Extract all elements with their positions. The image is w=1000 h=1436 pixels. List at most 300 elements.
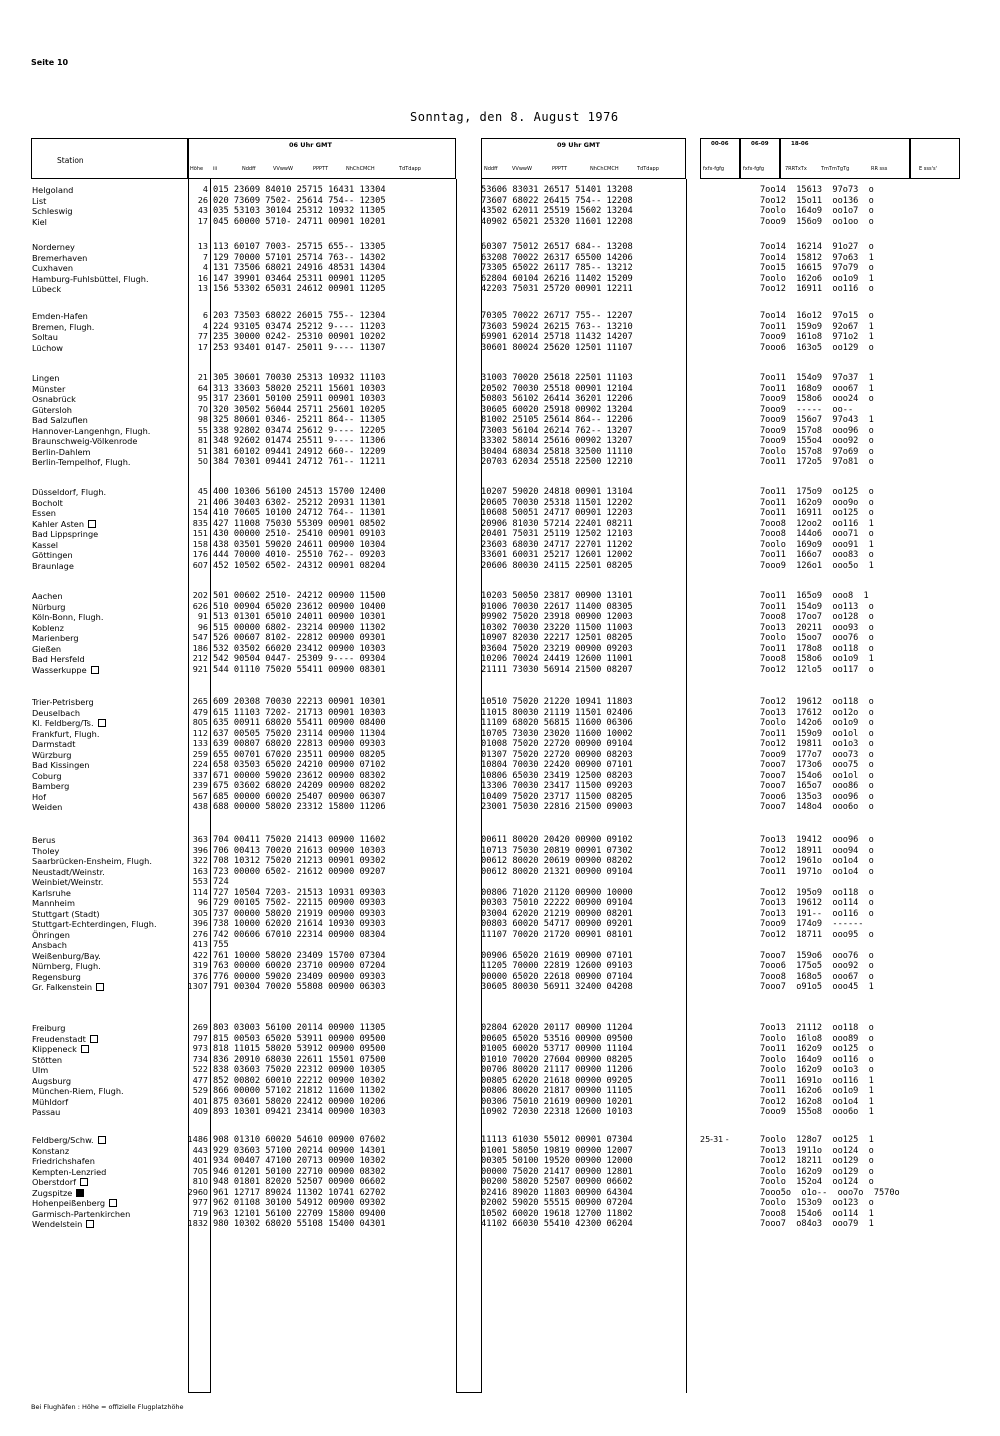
station-height: 973 <box>192 1044 208 1053</box>
extra-row: 7oo11 162o9 oo125 o <box>760 1044 874 1054</box>
extra-row: 7oolo 128o7 oo125 1 <box>760 1135 874 1145</box>
station-name: Münster <box>32 383 66 394</box>
mountain-station-marker <box>98 1136 106 1144</box>
station-height: 805 <box>192 718 208 727</box>
station-height: 269 <box>192 1023 208 1032</box>
station-name: Lüchow <box>32 342 64 353</box>
station-name: Stuttgart (Stadt) <box>32 908 100 919</box>
extra-row: 7oo11 166o7 ooo83 o <box>760 550 874 560</box>
obs-09-row: 02416 89020 11803 00900 64304 <box>481 1187 633 1198</box>
station-height: 21 <box>197 497 208 507</box>
obs-06-row: 738 10000 62020 21614 10930 09303 <box>213 919 386 929</box>
obs-09-utc <box>481 373 633 468</box>
station-name: Öhringen <box>32 929 70 940</box>
footnote: Bei Flughäfen : Höhe = offizielle Flugplatzhöhe <box>31 1403 184 1411</box>
obs-09-row: 30605 80030 56911 32400 04208 <box>481 982 633 992</box>
station-height: 17 <box>197 342 208 352</box>
station-height: 16 <box>197 273 208 283</box>
station-height: 522 <box>192 1065 208 1074</box>
obs-06-row: 763 00000 60020 23710 00900 07204 <box>213 961 386 971</box>
station-height: 401 <box>192 1156 208 1165</box>
obs-06-utc <box>213 835 386 993</box>
obs-09-row: 10804 70030 22420 00900 07101 <box>481 760 633 770</box>
obs-09-row: 11015 80030 21119 11501 02406 <box>481 707 633 718</box>
obs-06-row: 803 03003 56100 20114 00900 11305 <box>213 1023 386 1033</box>
station-height: 1486 <box>187 1135 208 1144</box>
obs-09-row: 10608 50051 24717 00901 12203 <box>481 508 633 518</box>
station-name: Frankfurt, Flugh. <box>32 728 100 739</box>
obs-06-row: 348 92602 01474 25511 9---- 11306 <box>213 436 386 446</box>
extra-row: 7oo13 21112 oo118 o <box>760 1023 874 1033</box>
obs-09-row: 62804 60104 26216 11402 15209 <box>481 273 633 284</box>
station-height: 81 <box>197 436 208 445</box>
station-height: 4 <box>202 185 208 194</box>
station-height: 835 <box>192 518 208 528</box>
station-name: Karlsruhe <box>32 887 71 898</box>
group-09-header: 09 Uhr GMT <box>557 141 600 149</box>
station-name: Freiburg <box>32 1023 66 1033</box>
extra-row: 7ooo9 ----- oo-- <box>760 404 854 415</box>
extra-row: 7oo12 18911 ooo94 o <box>760 845 874 856</box>
station-height: 337 <box>192 770 208 780</box>
station-height: 154 <box>192 508 208 517</box>
obs-09-row: 01005 60020 53717 00900 11104 <box>481 1044 633 1054</box>
group-06-box <box>188 138 456 179</box>
extra-values <box>760 185 874 227</box>
station-height: 70 <box>197 404 208 414</box>
nddff-header-09: Nddff <box>484 166 498 172</box>
obs-09-row: 00612 80020 20619 00900 08202 <box>481 856 633 866</box>
obs-06-row: 671 00000 59020 23612 00900 08302 <box>213 770 386 781</box>
obs-09-row: 10806 65030 23419 12500 08203 <box>481 770 633 781</box>
station-name: Würzburg <box>32 749 72 760</box>
obs-06-row: 609 20308 70030 22213 00901 10301 <box>213 697 386 707</box>
extra-row: 7ooo9 156o9 oo1oo o <box>760 216 874 227</box>
obs-06-row: 406 30403 6302- 25212 20931 11301 <box>213 497 386 508</box>
obs-06-utc <box>213 185 386 227</box>
extra-row: 7oolo 164o9 oo116 o <box>760 1054 874 1065</box>
station-name: Saarbrücken-Ensheim, Flugh. <box>32 856 152 866</box>
obs-06-utc <box>213 373 386 468</box>
obs-09-row <box>481 940 633 951</box>
td-header-09: TdTdapp <box>637 166 659 172</box>
obs-06-row: 658 03503 65020 24210 00900 07102 <box>213 760 386 770</box>
obs-06-row: 980 10302 68020 55108 15400 04301 <box>213 1219 386 1229</box>
obs-09-row: 00612 80020 21321 00900 09104 <box>481 866 633 877</box>
obs-06-row: 224 93105 03474 25212 9---- 11203 <box>213 321 386 332</box>
station-name: Weiden <box>32 802 63 812</box>
mountain-station-marker <box>86 1220 94 1228</box>
obs-09-row: 01001 58050 19819 00900 12007 <box>481 1145 633 1156</box>
extra-row: 7oo11 162o9 ooo9o o <box>760 497 874 508</box>
station-name: Mannheim <box>32 898 75 908</box>
page-title: Sonntag, den 8. August 1976 <box>410 110 619 124</box>
extra-row: 7ooo6 163o5 oo129 o <box>760 342 874 353</box>
obs-06-row: 542 90504 0447- 25309 9---- 09304 <box>213 654 386 664</box>
col-18-06-box <box>780 138 910 179</box>
extra-row: 7oo14 15812 97o63 1 <box>760 252 874 263</box>
extra-values <box>760 697 874 813</box>
station-height: 50 <box>197 457 208 466</box>
extra-values <box>760 311 874 353</box>
station-height: 43 <box>197 206 208 215</box>
mountain-station-marker <box>90 1035 98 1043</box>
mountain-station-marker <box>88 520 96 528</box>
obs-09-utc <box>481 185 633 227</box>
extra-row <box>760 877 874 888</box>
obs-06-row: 203 73503 68022 26015 755-- 12304 <box>213 311 386 321</box>
extra-row: 7oo13 20211 ooo93 o <box>760 622 874 633</box>
extra-row: 7ooo7 154o6 oo1ol o <box>760 770 874 781</box>
col-00-06-box <box>700 138 740 179</box>
station-height: 114 <box>192 887 208 897</box>
obs-09-utc <box>481 487 633 571</box>
obs-09-row: 73305 65022 26117 785-- 13212 <box>481 263 633 273</box>
obs-09-utc <box>481 242 633 295</box>
station-heights <box>168 242 208 295</box>
station-name: Freudenstadt <box>32 1034 200 1045</box>
obs-06-utc <box>213 242 386 295</box>
obs-06-row: 946 01201 50100 22710 00900 08302 <box>213 1166 386 1177</box>
obs-09-row: 20606 80030 24115 22501 08205 <box>481 560 633 571</box>
station-name: Stötten <box>32 1054 63 1065</box>
station-height: 363 <box>192 835 208 844</box>
mountain-station-marker <box>81 1045 89 1053</box>
obs-06-row: 963 12101 56100 22709 15800 09400 <box>213 1208 386 1219</box>
extra-row: 7ooo8 12oo2 oo116 1 <box>760 518 874 529</box>
obs-09-row: 00305 50100 19520 00900 12000 <box>481 1156 633 1166</box>
obs-06-row: 381 60102 09441 24912 660-- 12209 <box>213 446 386 457</box>
extra-row: 7oo11 159o9 92o67 1 <box>760 321 874 332</box>
obs-09-row: 01006 70030 22617 11400 08305 <box>481 601 633 612</box>
extra-row: 7ooo6 135o3 ooo96 o <box>760 791 874 802</box>
obs-09-row: 10705 73030 23020 11600 10002 <box>481 728 633 739</box>
station-name: Helgoland <box>32 185 74 195</box>
extra-values <box>760 487 874 571</box>
station-height: 13 <box>197 284 208 293</box>
extra-row: 7ooo9 155o4 ooo92 o <box>760 436 874 446</box>
station-name: Gr. Falkenstein <box>32 982 200 993</box>
station-name: Weinbiet/Weinstr. <box>32 877 104 887</box>
ff-header-1: fxfx-fgfg <box>703 166 725 172</box>
station-name: Regensburg <box>32 971 81 982</box>
station-name: Osnabrück <box>32 394 76 404</box>
extra-row: 7oolo 152o4 oo124 o <box>760 1177 874 1187</box>
period-18-06-value: 25-31 - <box>700 1135 729 1144</box>
obs-06-row: 384 70301 09441 24712 761-- 11211 <box>213 457 386 467</box>
obs-09-row: 43502 62011 25519 15602 13204 <box>481 206 633 216</box>
obs-06-row: 761 10000 58020 23409 15700 07304 <box>213 950 386 961</box>
station-height: 96 <box>197 898 208 907</box>
extra-values <box>760 591 874 675</box>
station-name: Düsseldorf, Flugh. <box>32 487 107 497</box>
obs-09-row <box>481 877 633 888</box>
station-name: Garmisch-Partenkirchen <box>32 1208 131 1219</box>
obs-06-row: 742 00606 67010 22314 00900 08304 <box>213 929 386 940</box>
station-name: Braunschweig-Völkenrode <box>32 436 138 446</box>
station-name: Darmstadt <box>32 739 76 749</box>
station-height: 529 <box>192 1086 208 1095</box>
extra-row: 7oolo 15oo7 ooo76 o <box>760 633 874 643</box>
obs-09-row: 01307 75020 22720 00900 08203 <box>481 749 633 760</box>
obs-06-row: 501 00602 2510- 24212 00900 11500 <box>213 591 386 601</box>
station-name: Bad Lippspringe <box>32 529 99 539</box>
station-name: München-Riem, Flugh. <box>32 1086 124 1096</box>
pppt-header-06: PPPTT <box>313 166 329 172</box>
extra-row: 7oo12 162o8 oo1o4 1 <box>760 1096 874 1107</box>
station-height: 26 <box>197 195 208 205</box>
obs-09-row: 30605 60020 25918 00902 13204 <box>481 404 633 415</box>
obs-06-row: 704 00411 75020 21413 00900 11602 <box>213 835 386 845</box>
station-height: 4 <box>202 321 208 331</box>
extra-values <box>760 1135 900 1230</box>
obs-06-row: 147 39901 03464 25311 00901 11205 <box>213 273 386 284</box>
station-name: Kempten-Lenzried <box>32 1166 107 1177</box>
station-height: 443 <box>192 1145 208 1155</box>
obs-06-row: 320 30502 56044 25711 25601 10205 <box>213 404 386 415</box>
obs-09-row: 02804 62020 20117 00900 11204 <box>481 1023 633 1033</box>
mountain-station-marker <box>109 1199 117 1207</box>
station-height: 17 <box>197 216 208 226</box>
station-name: Friedrichshafen <box>32 1156 95 1166</box>
station-name: Passau <box>32 1107 61 1117</box>
nch-header-06: NhChCMCH <box>346 166 375 172</box>
obs-06-row: 675 03602 68020 24209 00900 08202 <box>213 781 386 791</box>
station-height: 55 <box>197 425 208 435</box>
station-name: Gießen <box>32 643 62 654</box>
station-name: Konstanz <box>32 1145 70 1156</box>
station-name: Aachen <box>32 591 63 601</box>
extra-row: 7ooo8 158o6 oo1o9 1 <box>760 654 874 664</box>
obs-09-row: 10510 75020 21220 10941 11803 <box>481 697 633 707</box>
obs-06-row: 427 11008 75030 55309 00901 08502 <box>213 518 386 529</box>
obs-06-row: 513 01301 65010 24011 00900 10301 <box>213 612 386 622</box>
obs-06-row: 737 00000 58020 21919 00900 09303 <box>213 908 386 919</box>
obs-09-row: 00000 65020 22618 00900 07104 <box>481 971 633 982</box>
obs-09-row: 42203 75031 25720 00901 12211 <box>481 284 633 294</box>
station-name: Bad Hersfeld <box>32 654 85 664</box>
station-name: Ulm <box>32 1065 49 1075</box>
extra-row: 7ooo8 154o6 oo114 1 <box>760 1208 874 1219</box>
obs-06-row: 400 10306 56100 24513 15700 12400 <box>213 487 386 497</box>
rr-header: RR sss <box>871 166 888 172</box>
obs-06-row: 685 00000 60020 25407 00900 06307 <box>213 791 386 802</box>
station-name: Emden-Hafen <box>32 311 88 321</box>
obs-06-row: 515 00000 6802- 23214 00900 11302 <box>213 622 386 633</box>
mountain-station-marker <box>91 666 99 674</box>
obs-09-row: 11205 70000 22819 12600 09103 <box>481 961 633 971</box>
station-name: Kahler Asten <box>32 519 200 530</box>
extra-row: 7oo11 162o6 oo1o9 1 <box>760 1086 874 1096</box>
station-height: 319 <box>192 961 208 970</box>
obs-06-row: 452 10502 6502- 24312 00901 08204 <box>213 560 386 571</box>
station-height: 305 <box>192 908 208 918</box>
obs-06-row: 875 03601 58020 22412 00900 10206 <box>213 1096 386 1107</box>
station-height: 202 <box>192 591 208 600</box>
obs-06-row: 962 01108 30100 54912 00900 09302 <box>213 1198 386 1208</box>
station-name: Trier-Petrisberg <box>32 697 94 707</box>
extra-row: 7oolo 157o8 97o69 o <box>760 446 874 457</box>
obs-09-row: 10409 75020 23717 11500 08205 <box>481 791 633 802</box>
station-height: 45 <box>197 487 208 496</box>
obs-09-row: 50803 56102 26414 36201 12206 <box>481 394 633 404</box>
obs-06-row: 818 11015 58020 53912 00900 09500 <box>213 1044 386 1054</box>
station-height: 396 <box>192 919 208 928</box>
station-height: 477 <box>192 1075 208 1085</box>
extra-row: 7ooo7 173o6 ooo75 o <box>760 760 874 770</box>
extra-row: 7ooo7 148o4 ooo6o o <box>760 802 874 812</box>
obs-09-row: 21111 73030 56914 21500 08207 <box>481 664 633 675</box>
obs-06-row: 510 00904 65020 23612 00900 10400 <box>213 601 386 612</box>
station-name: Göttingen <box>32 550 73 560</box>
obs-06-row: 156 53302 65031 24612 00901 11205 <box>213 284 386 294</box>
group-09-box <box>481 138 686 179</box>
mountain-station-marker <box>80 1178 88 1186</box>
obs-06-row: 635 00911 68020 55411 00900 08400 <box>213 718 386 728</box>
extra-row: 7ooo8 144o6 ooo71 o <box>760 529 874 539</box>
obs-06-row: 852 00802 60010 22212 00900 10302 <box>213 1075 386 1086</box>
iii-header: iii <box>213 166 218 172</box>
obs-06-row: 113 60107 7003- 25715 655-- 13305 <box>213 242 386 252</box>
obs-06-row: 791 00304 70020 55808 00900 06303 <box>213 982 386 992</box>
station-height: 77 <box>197 332 208 341</box>
station-height: 276 <box>192 929 208 939</box>
obs-06-row: 723 00000 6502- 21612 00900 09207 <box>213 866 386 877</box>
station-height: 409 <box>192 1107 208 1116</box>
obs-09-row: 10907 82030 22217 12501 08205 <box>481 633 633 643</box>
station-height: 734 <box>192 1054 208 1064</box>
extra-row: 7oo11 175o9 oo125 o <box>760 487 874 497</box>
obs-06-row: 444 70000 4010- 25510 762-- 09203 <box>213 550 386 560</box>
extra-values <box>760 1023 874 1118</box>
station-height: 163 <box>192 866 208 876</box>
station-height: 438 <box>192 802 208 811</box>
obs-09-utc <box>481 835 633 993</box>
extra-row: 7oo11 154o9 97o37 1 <box>760 373 874 383</box>
obs-09-row: 00200 58020 52507 00900 06602 <box>481 1177 633 1187</box>
station-heights <box>168 487 208 571</box>
obs-09-utc <box>481 1023 633 1118</box>
extra-row: 7oo12 18711 ooo95 o <box>760 929 874 940</box>
mountain-station-marker <box>76 1189 84 1197</box>
obs-06-row: 438 03501 59020 24611 00900 10304 <box>213 539 386 550</box>
extra-row: 7oo11 154o9 oo113 o <box>760 601 874 612</box>
obs-06-row: 815 00503 65020 53911 00900 09500 <box>213 1033 386 1044</box>
station-height: 396 <box>192 845 208 855</box>
station-height: 1307 <box>187 982 208 991</box>
obs-09-utc <box>481 697 633 813</box>
station-height: 112 <box>192 728 208 738</box>
extra-row: 7ooo6 175o5 ooo92 o <box>760 961 874 971</box>
obs-09-row: 23603 68030 24717 22701 11202 <box>481 539 633 550</box>
station-height: 322 <box>192 856 208 865</box>
obs-06-row: 893 10301 09421 23414 00900 10303 <box>213 1107 386 1117</box>
obs-09-row: 41102 66030 55410 42300 06204 <box>481 1219 633 1229</box>
col-18-06-header: 18-06 <box>791 141 809 147</box>
obs-09-row: 23001 75030 22816 21500 09003 <box>481 802 633 812</box>
obs-09-row: 20605 70030 25318 11501 12202 <box>481 497 633 508</box>
esss-header: E sss's' <box>919 166 937 172</box>
station-height: 1832 <box>187 1219 208 1228</box>
station-height: 705 <box>192 1166 208 1176</box>
extra-row: 7oo14 16214 91o27 o <box>760 242 874 252</box>
extra-row: 7ooo9 155o8 ooo6o 1 <box>760 1107 874 1117</box>
station-name: Nürburg <box>32 601 66 612</box>
obs-06-row: 637 00505 75020 23114 00900 11304 <box>213 728 386 739</box>
station-height: 977 <box>192 1198 208 1207</box>
station-heights <box>168 1023 208 1118</box>
obs-06-row: 020 73609 7502- 25614 754-- 12305 <box>213 195 386 206</box>
station-name: Zugspitze <box>32 1188 200 1199</box>
obs-09-row: 33302 58014 25616 00902 13207 <box>481 436 633 446</box>
col-06-09-header: 06-09 <box>751 141 769 147</box>
station-name: Weißenburg/Bay. <box>32 950 101 961</box>
station-name: Braunlage <box>32 560 74 571</box>
obs-09-utc <box>481 1135 633 1230</box>
col-06-09-box <box>740 138 780 179</box>
obs-06-row: 706 00413 70020 21613 00900 10303 <box>213 845 386 856</box>
obs-09-row: 02002 59020 55515 00900 07204 <box>481 1198 633 1208</box>
station-heights <box>168 185 208 227</box>
obs-06-row: 430 00000 2510- 25410 00901 09103 <box>213 529 386 539</box>
obs-06-utc <box>213 487 386 571</box>
extra-row <box>760 940 874 951</box>
extra-row: 7oo12 12lo5 oo117 o <box>760 664 874 675</box>
obs-06-row: 639 00807 68020 22813 00900 09303 <box>213 739 386 749</box>
station-name: Köln-Bonn, Flugh. <box>32 612 104 622</box>
station-heights <box>168 697 208 813</box>
obs-09-row: 70305 70022 26717 755-- 12207 <box>481 311 633 321</box>
station-name: Hannover-Langenhgn, Flugh. <box>32 425 151 436</box>
extra-row: 7ooo9 161o8 971o2 1 <box>760 332 874 342</box>
station-name: Bremerhaven <box>32 252 88 263</box>
station-name: Bad Salzuflen <box>32 415 88 425</box>
obs-06-row: 129 70000 57101 25714 763-- 14302 <box>213 252 386 263</box>
station-name: Nürnberg, Flugh. <box>32 961 101 971</box>
station-height: 401 <box>192 1096 208 1106</box>
obs-09-row: 20401 75031 25119 12502 12103 <box>481 529 633 539</box>
extra-row: 7oo11 16911 oo125 o <box>760 508 874 518</box>
station-height: 376 <box>192 971 208 981</box>
obs-06-row: 776 00000 59020 23409 00900 09303 <box>213 971 386 982</box>
obs-09-row: 01008 75020 22720 00900 09104 <box>481 739 633 749</box>
station-height: 95 <box>197 394 208 403</box>
obs-06-utc <box>213 1023 386 1118</box>
obs-09-row: 00806 71020 21120 00900 10000 <box>481 887 633 898</box>
station-header-box <box>31 138 188 179</box>
extra-row: 7ooo7 165o7 ooo86 o <box>760 781 874 791</box>
station-height: 626 <box>192 601 208 611</box>
obs-09-row: 30601 80024 25620 12501 11107 <box>481 342 633 353</box>
obs-09-row: 10207 59020 24818 00901 13104 <box>481 487 633 497</box>
extra-row: 7oo13 19612 oo114 o <box>760 898 874 908</box>
station-name: Tholey <box>32 845 60 856</box>
obs-09-row: 10713 75030 20819 00901 07302 <box>481 845 633 856</box>
extra-row: 7oo12 15o11 oo136 o <box>760 195 874 206</box>
obs-09-row: 10206 70024 24419 12600 11001 <box>481 654 633 664</box>
obs-06-row: 934 00407 47100 20713 00900 10302 <box>213 1156 386 1166</box>
station-height: 553 <box>192 877 208 886</box>
obs-06-row: 755 <box>213 940 229 950</box>
obs-06-row: 035 53103 30104 25312 10932 11305 <box>213 206 386 216</box>
col-00-06-header: 00-06 <box>711 141 729 147</box>
obs-06-row: 908 01310 60020 54610 00900 07602 <box>213 1135 386 1145</box>
station-name: List <box>32 195 47 206</box>
extra-row: 7oo13 17612 oo12o o <box>760 707 874 718</box>
station-height: 265 <box>192 697 208 706</box>
station-heights <box>168 1135 208 1230</box>
station-height: 547 <box>192 633 208 642</box>
